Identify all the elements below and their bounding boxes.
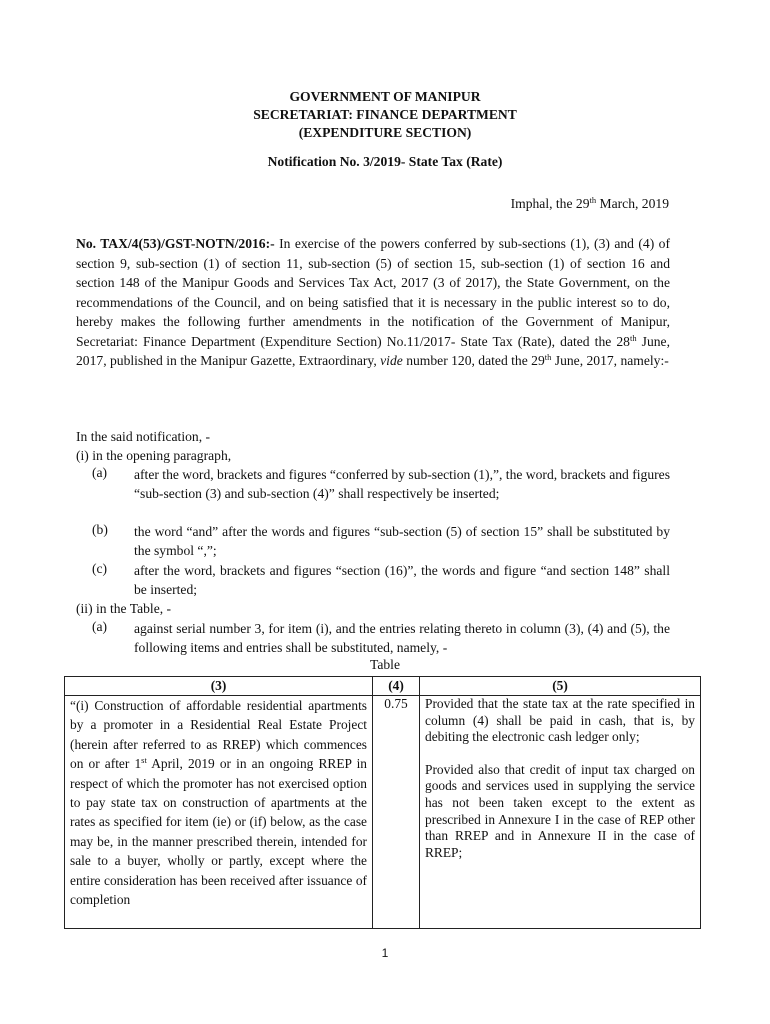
notification-number: No. TAX/4(53)/GST-NOTN/2016:-: [76, 236, 275, 251]
condition-paragraph-1: Provided that the state tax at the rate specified in column (4) shall be paid in cash, that is, by debiting the electronic cash ledger only;: [425, 696, 695, 745]
rate-cell: 0.75: [373, 696, 420, 929]
header-government: GOVERNMENT OF MANIPUR: [289, 89, 481, 104]
preamble-text-3: number 120, dated the 29: [402, 353, 545, 368]
amendment-ii-a-marker: (a): [92, 619, 108, 634]
preamble-paragraph: [76, 234, 670, 371]
amendment-a-text: after the word, brackets and figures “conferred by sub-section (1),”, the word, brackets and figures “sub-section (3) and sub-section (4)” shall respectively be inserted;: [134, 467, 670, 502]
column-header-3: (3): [65, 677, 373, 696]
description-sup: st: [141, 755, 147, 766]
amendment-a-marker: (a): [92, 465, 108, 480]
page-number: 1: [381, 946, 389, 960]
dateline-sup: th: [589, 195, 597, 205]
amendment-c-text: after the word, brackets and figures “section (16)”, the words and figure “and section 148” shall be inserted;: [134, 563, 670, 598]
amendment-item-i: (i) in the opening paragraph,: [76, 448, 232, 463]
preamble-sup-1: th: [629, 332, 637, 343]
amendment-item-ii: (ii) in the Table, -: [76, 601, 172, 616]
condition-paragraph-2: Provided also that credit of input tax charged on goods and services used in supplying the service has not been taken except to the extent as prescribed in Annexure I in the case of REP other than RREP and in Annexure II in the case of RREP;: [425, 761, 695, 860]
amendment-c-marker: (c): [92, 561, 108, 576]
description-cell: [65, 696, 373, 929]
preamble-sup-2: th: [544, 352, 552, 362]
amendment-ii-a-text: against serial number 3, for item (i), and the entries relating thereto in column (3), (4) and (5), the following items and entries shall be substituted, namely, -: [134, 621, 670, 656]
amendment-b-marker: (b): [92, 522, 108, 537]
dateline-prefix: Imphal, the 29: [510, 196, 590, 211]
preamble-italic: vide: [380, 353, 403, 368]
condition-cell: [420, 696, 701, 929]
table-row: [65, 696, 701, 929]
description-text-2: April, 2019 or in an ongoing RREP in respect of which the promoter has not exercised option to pay state tax on construction of apartments at the rates as specified for item (ie) or (if) below, as the case may be, in the manner prescribed therein, intended for sale to a buyer, wholly or partly, except where the entire consideration has been received after issuance of completion: [70, 756, 368, 908]
table-header-row: [65, 677, 701, 696]
preamble-text-4: June, 2017, namely:-: [551, 353, 669, 368]
notification-title: Notification No. 3/2019- State Tax (Rate): [267, 154, 503, 169]
column-header-5: (5): [420, 677, 701, 696]
header-section: (EXPENDITURE SECTION): [298, 125, 472, 140]
table-title: Table: [370, 657, 400, 672]
preamble-text-1: In exercise of the powers conferred by sub-sections (1), (3) and (4) of section 9, sub-section (1) of section 11, sub-section (5) of section 15, sub-section (1) of section 16 and section 148 of the Manipur Goods and Services Tax Act, 2017 (3 of 2017), the State Government, on the recommendations of the Council, and on being satisfied that it is necessary in the public interest so to do, hereby makes the following further amendments in the notification of the Government of Manipur, Secretariat: Finance Department (Expenditure Section) No.11/2017- State Tax (Rate), dated the 28: [76, 236, 670, 349]
amendment-b-text: the word “and” after the words and figures “sub-section (5) of section 15” shall be substituted by the symbol “,”;: [134, 524, 670, 559]
amendments-intro: In the said notification, -: [76, 429, 211, 444]
column-header-4: (4): [373, 677, 420, 696]
header-secretariat: SECRETARIAT: FINANCE DEPARTMENT: [253, 107, 517, 122]
preamble-text-2: June, 2017, published in the Manipur Gazette, Extraordinary,: [76, 333, 670, 368]
description-text-1: “(i) Construction of affordable residential apartments by a promoter in a Residential Real Estate Project (herein after referred to as RREP) which commences on or after 1: [70, 698, 367, 772]
dateline-suffix: March, 2019: [596, 196, 669, 211]
rate-table: [64, 676, 701, 929]
dateline: [511, 196, 669, 212]
